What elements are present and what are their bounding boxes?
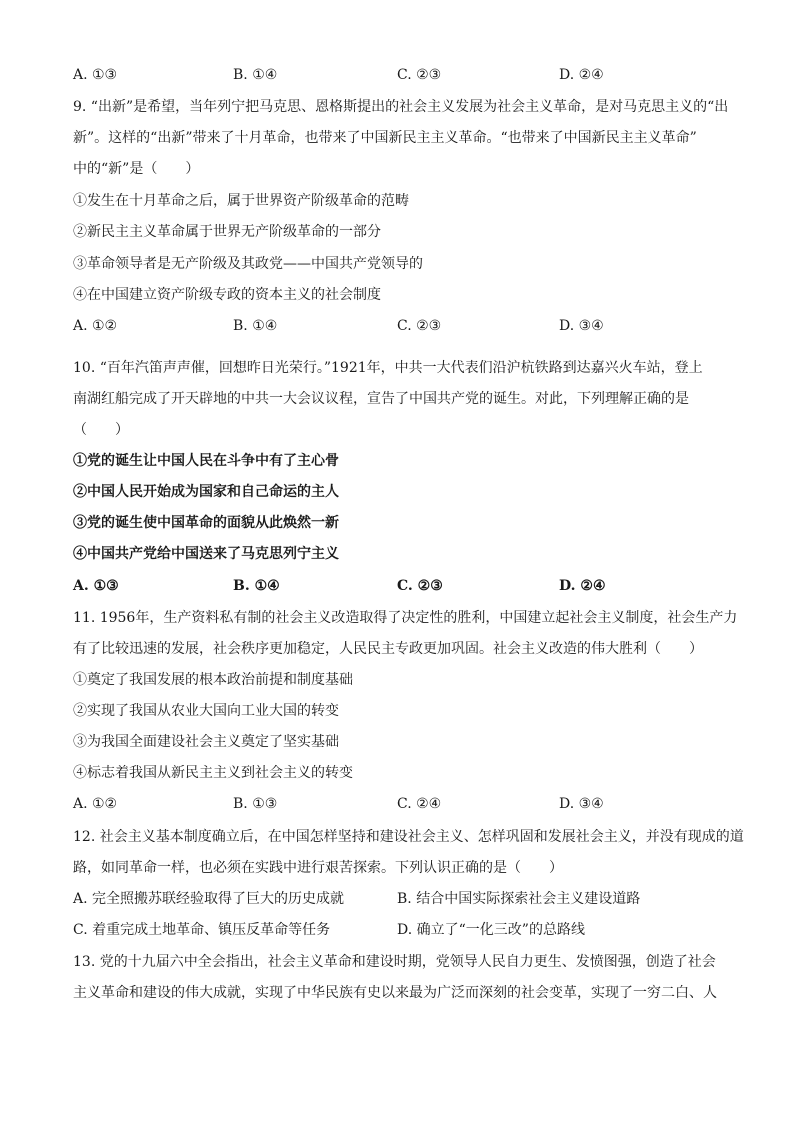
q10-options — [73, 577, 733, 595]
q8-options — [73, 66, 733, 84]
q10-option-a: A. ①③ — [73, 578, 119, 594]
q10-option-d: D. ②④ — [559, 578, 606, 594]
q10-stem-line-2: 南湖红船完成了开天辟地的中共一大会议议程，宣告了中国共产党的诞生。对此，下列理解正确的是 — [73, 391, 689, 407]
q8-option-c: C. ②③ — [397, 67, 442, 83]
q11-option-c: C. ②④ — [397, 796, 442, 812]
q8-option-d: D. ②④ — [559, 67, 604, 83]
q9-statement-1: ①发生在十月革命之后，属于世界资产阶级革命的范畴 — [73, 193, 409, 209]
q10-option-c: C. ②③ — [397, 578, 443, 594]
q10-option-b: B. ①④ — [233, 578, 280, 594]
q11-statement-3: ③为我国全面建设社会主义奠定了坚实基础 — [73, 734, 339, 750]
q12-stem-line-2: 路，如同革命一样，也必须在实践中进行艰苦探索。下列认识正确的是（ ） — [73, 860, 563, 876]
q12-options-row-2 — [73, 921, 733, 939]
q12-option-d: D. 确立了“一化三改”的总路线 — [397, 922, 585, 938]
q9-options — [73, 317, 733, 335]
q10-stem-line-3: （ ） — [73, 422, 129, 438]
q11-option-d: D. ③④ — [559, 796, 604, 812]
q12-options-row-1 — [73, 890, 733, 908]
q10-statement-4: ④中国共产党给中国送来了马克思列宁主义 — [73, 546, 339, 562]
q11-statement-4: ④标志着我国从新民主主义到社会主义的转变 — [73, 765, 353, 781]
q9-option-a: A. ①② — [73, 318, 118, 334]
q11-option-a: A. ①② — [73, 796, 118, 812]
q9-statement-2: ②新民主主义革命属于世界无产阶级革命的一部分 — [73, 224, 381, 240]
q9-option-d: D. ③④ — [559, 318, 604, 334]
q10-statement-3: ③党的诞生使中国革命的面貌从此焕然一新 — [73, 515, 339, 531]
q11-stem-line-2: 有了比较迅速的发展，社会秩序更加稳定，人民民主专政更加巩固。社会主义改造的伟大胜利（ ） — [73, 641, 703, 657]
q13-stem-line-2: 主义革命和建设的伟大成就，实现了中华民族有史以来最为广泛而深刻的社会变革，实现了一穷二白、人 — [73, 985, 717, 1001]
q12-option-c: C. 着重完成土地革命、镇压反革命等任务 — [73, 922, 331, 938]
q8-option-a: A. ①③ — [73, 67, 118, 83]
q10-statement-2: ②中国人民开始成为国家和自己命运的主人 — [73, 484, 339, 500]
q9-stem-line-3: 中的“新”是（ ） — [73, 161, 200, 177]
q12-option-b: B. 结合中国实际探索社会主义建设道路 — [397, 891, 641, 907]
q12-option-a: A. 完全照搬苏联经验取得了巨大的历史成就 — [73, 891, 345, 907]
q11-statement-2: ②实现了我国从农业大国向工业大国的转变 — [73, 703, 339, 719]
q10-stem-line-1: 10. “百年汽笛声声催，回想昨日光荣行。”1921年，中共一大代表们沿沪杭铁路到达嘉兴火车站，登上 — [73, 360, 703, 376]
q8-option-b: B. ①④ — [233, 67, 278, 83]
q9-option-c: C. ②③ — [397, 318, 442, 334]
q11-statement-1: ①奠定了我国发展的根本政治前提和制度基础 — [73, 672, 353, 688]
q9-stem-line-1: 9. “出新”是希望，当年列宁把马克思、恩格斯提出的社会主义发展为社会主义革命，是对马克思主义的“出 — [73, 99, 729, 115]
q9-stem-line-2: 新”。这样的“出新”带来了十月革命，也带来了中国新民主主义革命。“也带来了中国新民主主义革命” — [73, 130, 697, 146]
q11-options — [73, 795, 733, 813]
q9-statement-4: ④在中国建立资产阶级专政的资本主义的社会制度 — [73, 287, 381, 303]
q10-statement-1: ①党的诞生让中国人民在斗争中有了主心骨 — [73, 453, 339, 469]
q11-option-b: B. ①③ — [233, 796, 278, 812]
q9-statement-3: ③革命领导者是无产阶级及其政党——中国共产党领导的 — [73, 256, 423, 272]
q13-stem-line-1: 13. 党的十九届六中全会指出，社会主义革命和建设时期，党领导人民自力更生、发愤图强，创造了社会 — [73, 954, 716, 970]
q9-option-b: B. ①④ — [233, 318, 278, 334]
q11-stem-line-1: 11. 1956年，生产资料私有制的社会主义改造取得了决定性的胜利，中国建立起社会主义制度，社会生产力 — [73, 610, 738, 626]
q12-stem-line-1: 12. 社会主义基本制度确立后，在中国怎样坚持和建设社会主义、怎样巩固和发展社会主义，并没有现成的道 — [73, 829, 744, 845]
